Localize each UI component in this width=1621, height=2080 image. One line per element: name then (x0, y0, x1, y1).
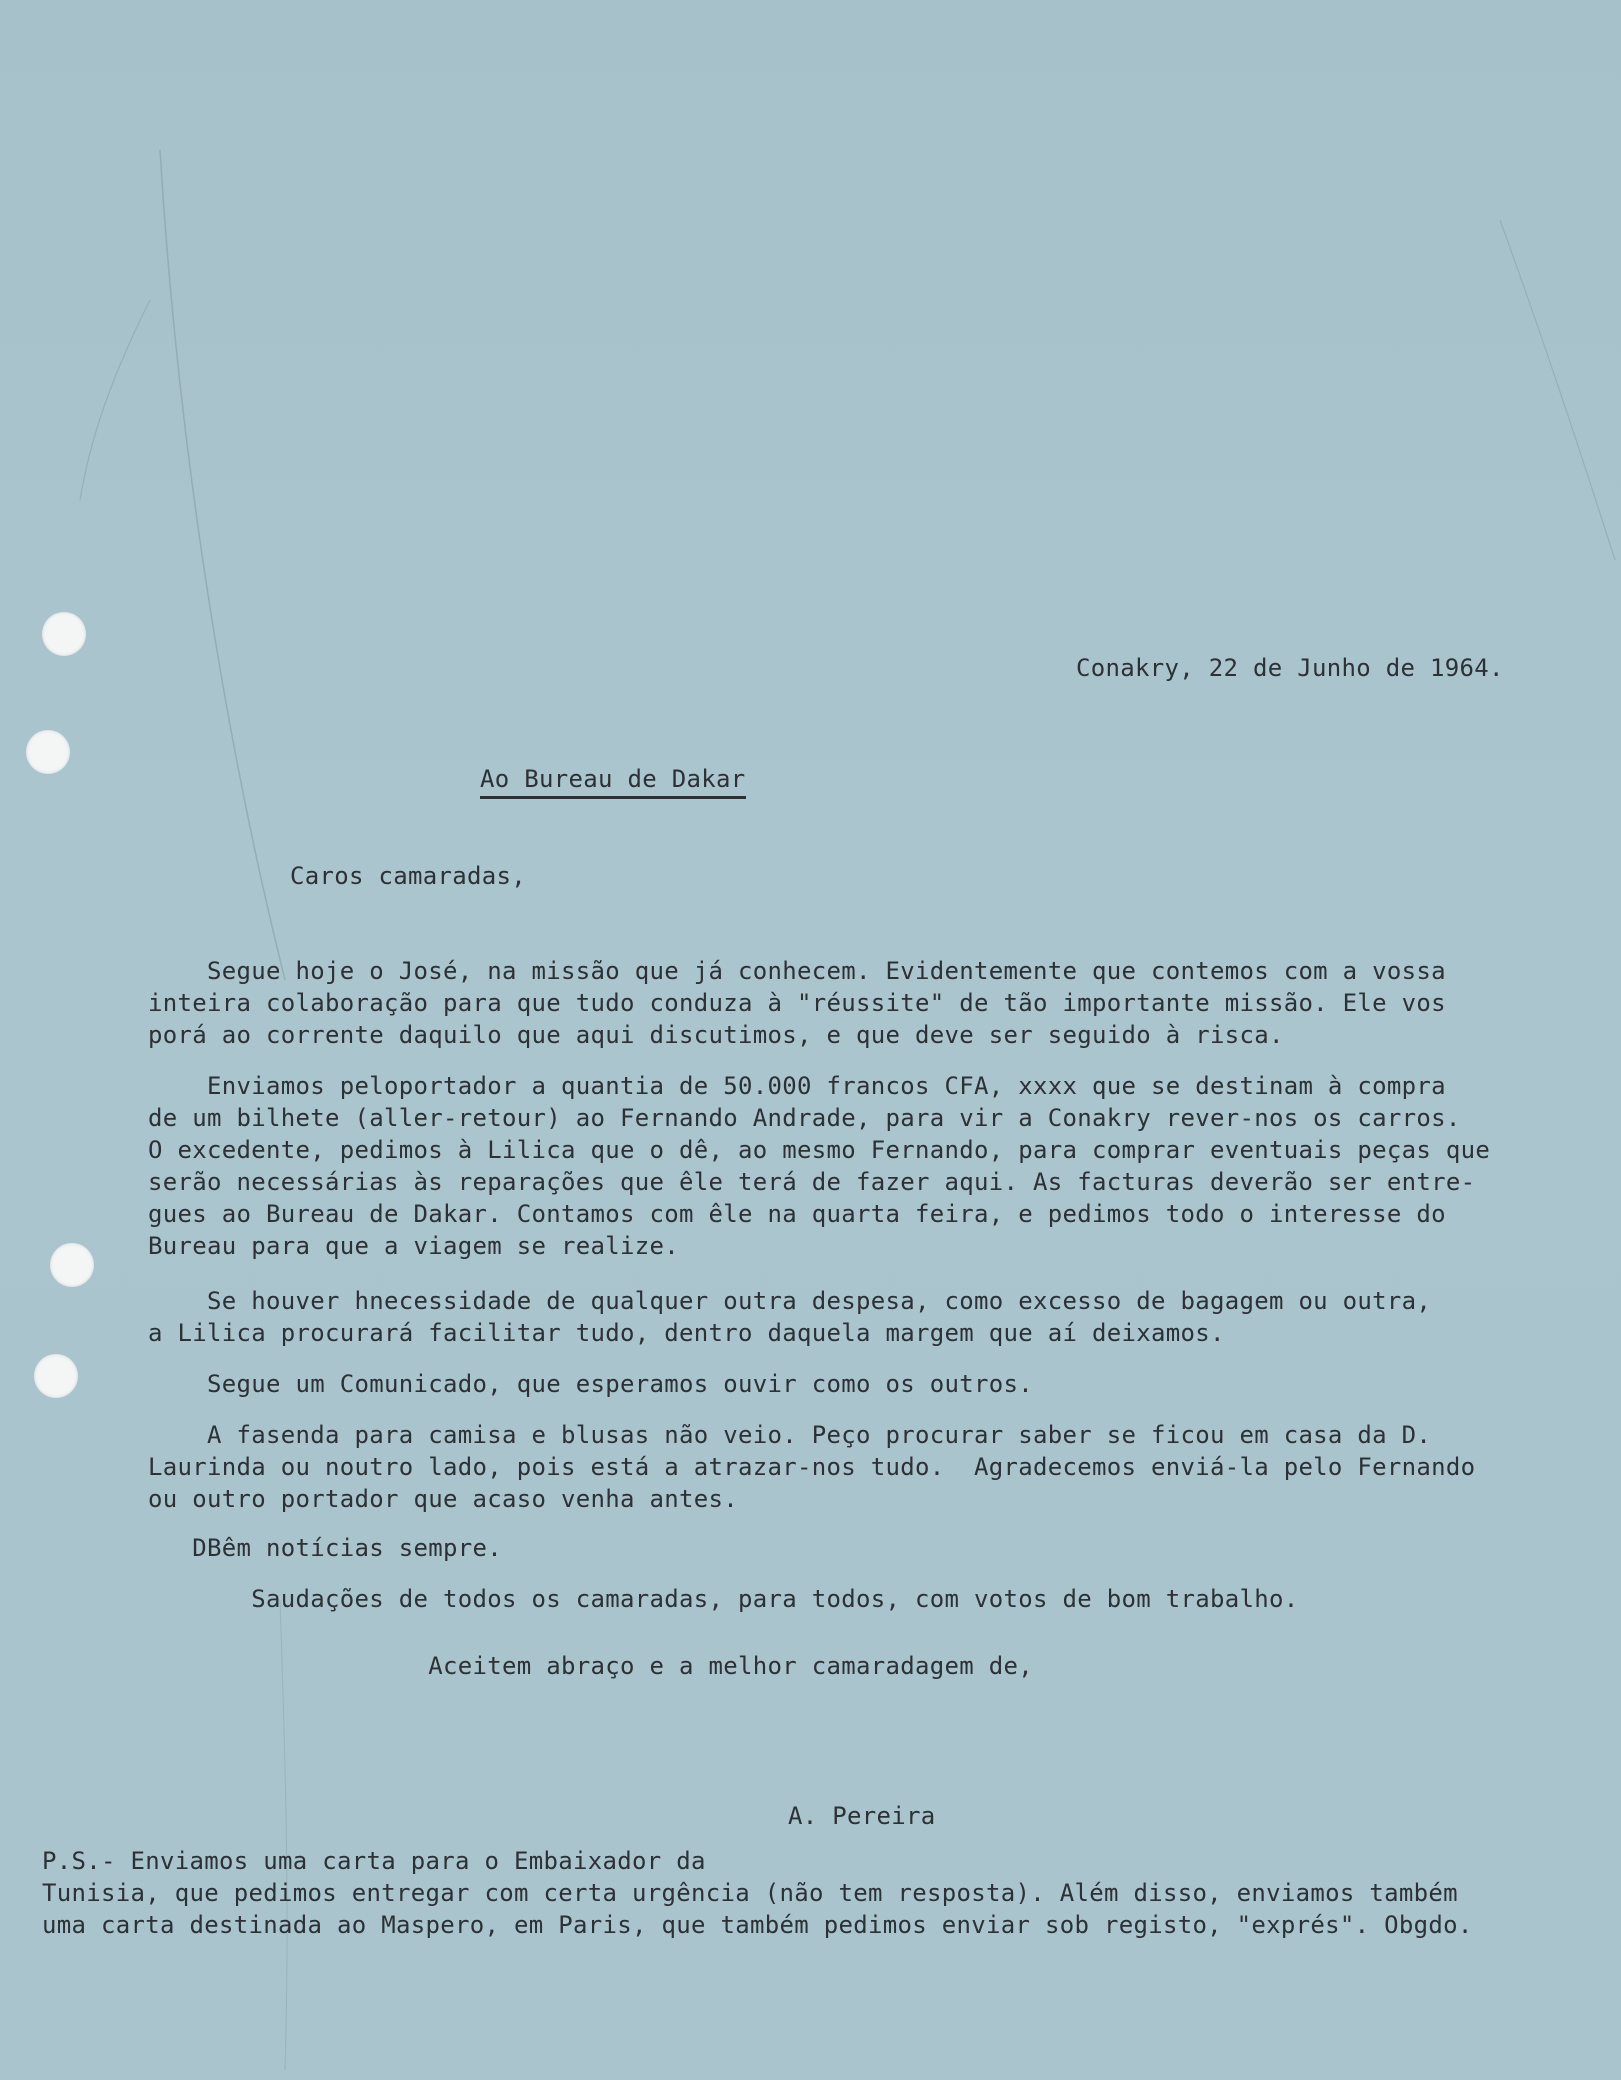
paragraph-line: Saudações de todos os camaradas, para todos, com votos de bom trabalho. (148, 1585, 1299, 1613)
paragraph-line: inteira colaboração para que tudo conduza à "réussite" de tão importante missão. Ele vos (148, 989, 1446, 1017)
paragraph-line: DBêm notícias sempre. (148, 1534, 502, 1562)
paragraph-line: de um bilhete (aller-retour) ao Fernando Andrade, para vir a Conakry rever-nos os carros. (148, 1104, 1461, 1132)
addressee-heading: Ao Bureau de Dakar (480, 763, 746, 799)
paragraph-line: ou outro portador que acaso venha antes. (148, 1485, 738, 1513)
punch-hole (26, 730, 70, 774)
paragraph-line: Laurinda ou noutro lado, pois está a atrazar-nos tudo. Agradecemos enviá-la pelo Fernando (148, 1453, 1476, 1481)
paragraph-line: Se houver hnecessidade de qualquer outra despesa, como excesso de bagagem ou outra, (148, 1287, 1432, 1315)
postscript-line: Tunisia, que pedimos entregar com certa urgência (não tem resposta). Além disso, enviamos também (42, 1879, 1458, 1907)
signature: A. Pereira (788, 1802, 936, 1830)
dateline: Conakry, 22 de Junho de 1964. (1076, 654, 1504, 682)
punch-hole (50, 1243, 94, 1287)
paragraph-line: Bureau para que a viagem se realize. (148, 1232, 679, 1260)
paragraph-line: Segue hoje o José, na missão que já conhecem. Evidentemente que contemos com a vossa (148, 957, 1446, 985)
paragraph-line: A fasenda para camisa e blusas não veio. Peço procurar saber se ficou em casa da D. (148, 1421, 1432, 1449)
paragraph-line: serão necessárias às reparações que êle terá de fazer aqui. As facturas deverão ser entre- (148, 1168, 1476, 1196)
punch-hole (42, 612, 86, 656)
paragraph-line: porá ao corrente daquilo que aqui discutimos, e que deve ser seguido à risca. (148, 1021, 1284, 1049)
paragraph-line: a Lilica procurará facilitar tudo, dentro daquela margem que aí deixamos. (148, 1319, 1225, 1347)
paragraph-line: gues ao Bureau de Dakar. Contamos com êle na quarta feira, e pedimos todo o interesse do (148, 1200, 1446, 1228)
postscript-line: uma carta destinada ao Maspero, em Paris, que também pedimos enviar sob registo, "exprés". Obgdo. (42, 1911, 1473, 1939)
salutation: Caros camaradas, (290, 862, 526, 890)
closing-line: Aceitem abraço e a melhor camaradagem de, (148, 1652, 1033, 1680)
punch-hole (34, 1354, 78, 1398)
paragraph-line: O excedente, pedimos à Lilica que o dê, ao mesmo Fernando, para comprar eventuais peças que (148, 1136, 1491, 1164)
paragraph-line: Segue um Comunicado, que esperamos ouvir como os outros. (148, 1370, 1033, 1398)
postscript-line: P.S.- Enviamos uma carta para o Embaixador da (42, 1847, 706, 1875)
paragraph-line: Enviamos peloportador a quantia de 50.000 francos CFA, xxxx que se destinam à compra (148, 1072, 1446, 1100)
